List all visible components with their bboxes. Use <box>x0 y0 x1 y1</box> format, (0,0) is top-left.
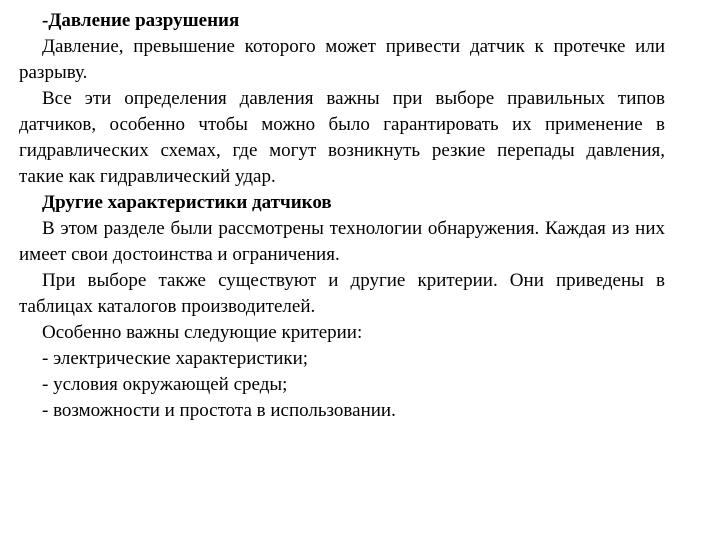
paragraph-definitions-importance: Все эти определения давления важны при выборе правильных типов датчиков, особенно чтобы можно было гарантировать их применение в гидравлических схемах, где могут возникнуть резкие перепады давления, такие как гидравлический удар. <box>19 88 665 187</box>
list-item-electrical: - электрические характеристики; <box>42 348 309 369</box>
paragraph-important-criteria-intro: Особенно важны следующие критерии: <box>42 322 363 343</box>
heading-burst-pressure: -Давление разрушения <box>42 10 240 31</box>
paragraph-burst-pressure-definition: Давление, превышение которого может привести датчик к протечке или разрыву. <box>19 36 665 83</box>
heading-other-characteristics: Другие характеристики датчиков <box>42 192 332 213</box>
document-page <box>19 8 665 424</box>
paragraph-other-criteria: При выборе также существуют и другие критерии. Они приведены в таблицах каталогов производителей. <box>19 270 665 317</box>
list-item-environment: - условия окружающей среды; <box>42 374 288 395</box>
paragraph-section-summary: В этом разделе были рассмотрены технологии обнаружения. Каждая из них имеет свои достоинства и ограничения. <box>19 218 665 265</box>
list-item-usability: - возможности и простота в использовании. <box>42 400 396 421</box>
